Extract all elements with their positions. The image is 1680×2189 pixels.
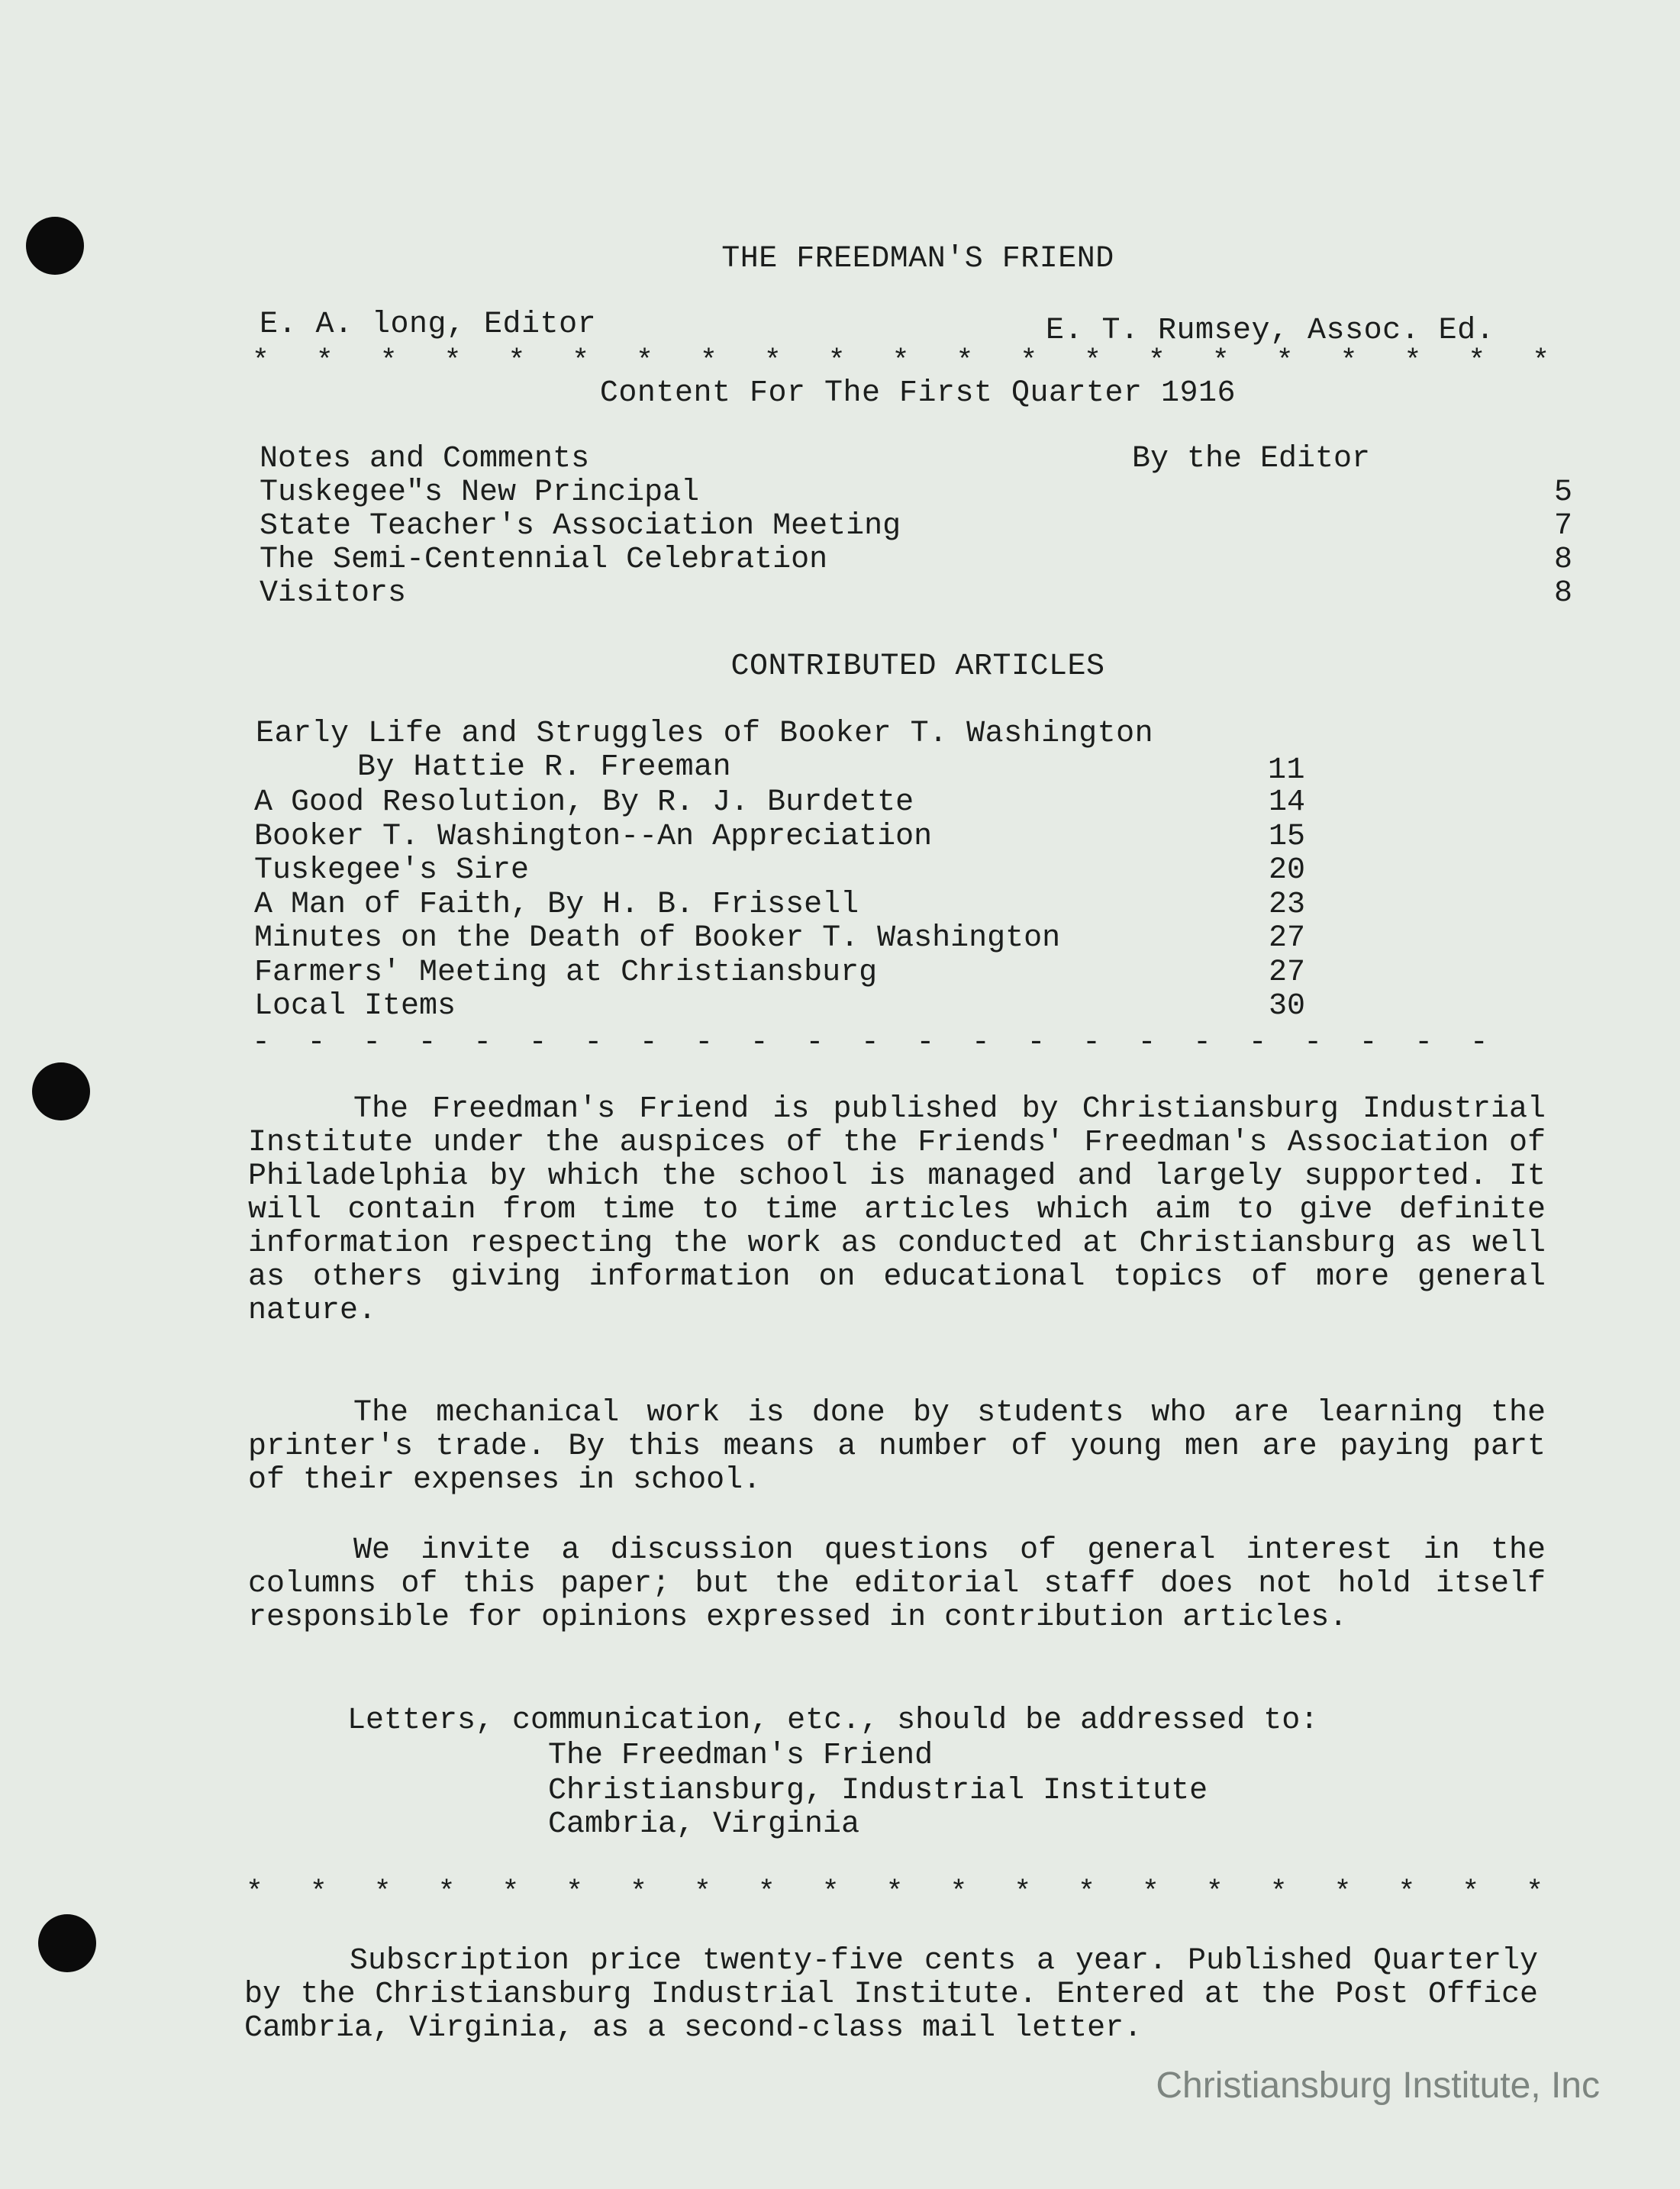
contents-title: The Semi-Centennial Celebration <box>260 543 828 577</box>
star-mark: * <box>501 1876 520 1909</box>
dash-mark: - <box>1248 1026 1267 1060</box>
address-line-3: Cambria, Virginia <box>548 1807 860 1842</box>
editor-line: E. A. long, Editor <box>260 308 597 342</box>
contents-row <box>260 442 1370 476</box>
contributed-page: 27 <box>1268 955 1305 990</box>
contributed-page: 15 <box>1268 819 1305 854</box>
paragraph-publisher: The Freedman's Friend is published by Christiansburg Industrial Institute under the auspices of the Friends' Freedman's Association of Philadelphia by which the school is managed and largely supported. It will contain from time to time articles which aim to give definite information respecting the work as conducted at Christiansburg as well as others giving information on educational topics of more general nature. <box>248 1092 1546 1328</box>
publication-title: THE FREEDMAN'S FRIEND <box>721 242 1114 276</box>
star-mark: * <box>757 1876 776 1909</box>
contributed-row <box>254 854 1323 888</box>
dash-mark: - <box>695 1026 714 1060</box>
dash-mark: - <box>363 1026 382 1060</box>
star-mark: * <box>1205 1876 1224 1909</box>
star-mark: * <box>1014 1876 1032 1909</box>
contributed-row <box>254 888 1323 922</box>
star-mark: * <box>885 1876 904 1909</box>
contributed-title: Minutes on the Death of Booker T. Washington <box>254 921 1061 956</box>
contents-row <box>260 509 1572 543</box>
contributed-page: 20 <box>1268 853 1305 888</box>
star-mark: * <box>1084 345 1101 378</box>
star-mark: * <box>1340 345 1358 378</box>
contributed-row <box>254 956 1323 990</box>
star-mark: * <box>821 1876 840 1909</box>
punch-hole-middle <box>32 1062 90 1120</box>
contributed-row <box>254 786 1323 820</box>
star-separator-top <box>252 345 1549 378</box>
contents-title: Notes and Comments <box>260 442 590 476</box>
star-mark: * <box>252 345 269 378</box>
contributed-row <box>254 922 1323 956</box>
star-mark: * <box>630 1876 647 1909</box>
contributed-row <box>254 990 1323 1024</box>
contributed-title: Local Items <box>254 989 456 1024</box>
star-mark: * <box>437 1876 456 1909</box>
dash-mark: - <box>1469 1026 1488 1060</box>
star-mark: * <box>956 345 974 378</box>
dash-mark: - <box>860 1026 879 1060</box>
dash-mark: - <box>971 1026 990 1060</box>
dash-mark: - <box>1082 1026 1101 1060</box>
star-mark: * <box>763 345 782 378</box>
dash-mark: - <box>584 1026 603 1060</box>
contributed-title: A Good Resolution, By R. J. Burdette <box>254 785 914 820</box>
contents-page: 7 <box>1553 509 1572 543</box>
star-mark: * <box>1333 1876 1352 1909</box>
contents-title: Tuskegee"s New Principal <box>260 476 700 510</box>
contributed-title: A Man of Faith, By H. B. Frissell <box>254 887 859 922</box>
assoc-editor-line: E. T. Rumsey, Assoc. Ed. <box>1046 314 1495 348</box>
star-mark: * <box>1148 345 1166 378</box>
dash-mark: - <box>916 1026 935 1060</box>
dash-mark: - <box>750 1026 769 1060</box>
dash-mark: - <box>1137 1026 1156 1060</box>
star-mark: * <box>566 1876 584 1909</box>
star-mark: * <box>827 345 846 378</box>
contents-page: By the Editor <box>1131 442 1370 476</box>
star-mark: * <box>1404 345 1422 378</box>
star-mark: * <box>1142 1876 1159 1909</box>
star-mark: * <box>694 1876 711 1909</box>
contributed-heading: CONTRIBUTED ARTICLES <box>730 650 1105 684</box>
contents-heading: Content For The First Quarter 1916 <box>599 376 1237 411</box>
star-mark: * <box>315 345 334 378</box>
star-mark: * <box>892 345 910 378</box>
dash-mark: - <box>418 1026 437 1060</box>
address-intro: Letters, communication, etc., should be addressed to: <box>347 1704 1319 1738</box>
star-mark: * <box>1532 345 1549 378</box>
star-mark: * <box>1078 1876 1095 1909</box>
contents-row <box>260 576 1572 611</box>
contents-page: 5 <box>1553 476 1572 510</box>
dash-mark: - <box>1193 1026 1212 1060</box>
star-mark: * <box>508 345 526 378</box>
contents-page: 8 <box>1553 576 1572 611</box>
star-mark: * <box>443 345 462 378</box>
contributed-first-title: Early Life and Struggles of Booker T. Washington <box>256 717 1154 751</box>
star-mark: * <box>379 345 398 378</box>
dash-mark: - <box>252 1026 271 1060</box>
star-mark: * <box>1211 345 1230 378</box>
contributed-title: Booker T. Washington--An Appreciation <box>254 819 933 854</box>
star-mark: * <box>1526 1876 1543 1909</box>
dash-mark: - <box>1304 1026 1323 1060</box>
contents-title: State Teacher's Association Meeting <box>260 509 901 543</box>
contents-page: 8 <box>1553 543 1572 577</box>
paragraph-mechanical-work: The mechanical work is done by students who are learning the printer's trade. By this means a number of young men are paying part of their expenses in school. <box>248 1396 1546 1497</box>
contributed-title: Farmers' Meeting at Christiansburg <box>254 955 878 990</box>
contributed-page: 23 <box>1268 887 1305 922</box>
contributed-page: 30 <box>1268 989 1305 1024</box>
dash-mark: - <box>528 1026 547 1060</box>
subscription-notice: Subscription price twenty-five cents a year. Published Quarterly by the Christiansburg Industrial Institute. Entered at the Post Office Cambria, Virginia, as a second-class mail letter. <box>244 1944 1538 2046</box>
star-mark: * <box>636 345 653 378</box>
star-mark: * <box>1462 1876 1480 1909</box>
star-mark: * <box>572 345 590 378</box>
dash-mark: - <box>473 1026 492 1060</box>
contributed-row <box>254 820 1323 854</box>
star-mark: * <box>950 1876 968 1909</box>
contributed-first-byline: By Hattie R. Freeman <box>357 750 732 785</box>
star-mark: * <box>1269 1876 1288 1909</box>
dash-mark: - <box>805 1026 824 1060</box>
contents-row <box>260 543 1572 577</box>
address-line-1: The Freedman's Friend <box>548 1739 934 1773</box>
star-mark: * <box>373 1876 392 1909</box>
punch-hole-bottom <box>38 1914 96 1972</box>
star-mark: * <box>1275 345 1294 378</box>
star-separator-bottom <box>246 1876 1543 1909</box>
contributed-first-page: 11 <box>1267 753 1305 788</box>
paragraph-discussion: We invite a discussion questions of general interest in the columns of this paper; but the editorial staff does not hold itself responsible for opinions expressed in contribution articles. <box>248 1533 1546 1635</box>
dash-mark: - <box>1414 1026 1433 1060</box>
contributed-title: Tuskegee's Sire <box>254 853 530 888</box>
star-mark: * <box>700 345 717 378</box>
star-mark: * <box>1468 345 1486 378</box>
watermark: Christiansburg Institute, Inc <box>1156 2065 1600 2106</box>
star-mark: * <box>309 1876 327 1909</box>
dash-mark: - <box>307 1026 326 1060</box>
dash-mark: - <box>1359 1026 1378 1060</box>
star-mark: * <box>246 1876 263 1909</box>
dash-mark: - <box>639 1026 658 1060</box>
contents-title: Visitors <box>260 576 407 611</box>
star-mark: * <box>1020 345 1038 378</box>
contributed-page: 27 <box>1268 921 1305 956</box>
dash-separator <box>252 1026 1488 1060</box>
contributed-page: 14 <box>1268 785 1305 820</box>
dash-mark: - <box>1027 1026 1046 1060</box>
star-mark: * <box>1398 1876 1416 1909</box>
address-line-2: Christiansburg, Industrial Institute <box>548 1774 1208 1808</box>
contents-row <box>260 476 1572 510</box>
